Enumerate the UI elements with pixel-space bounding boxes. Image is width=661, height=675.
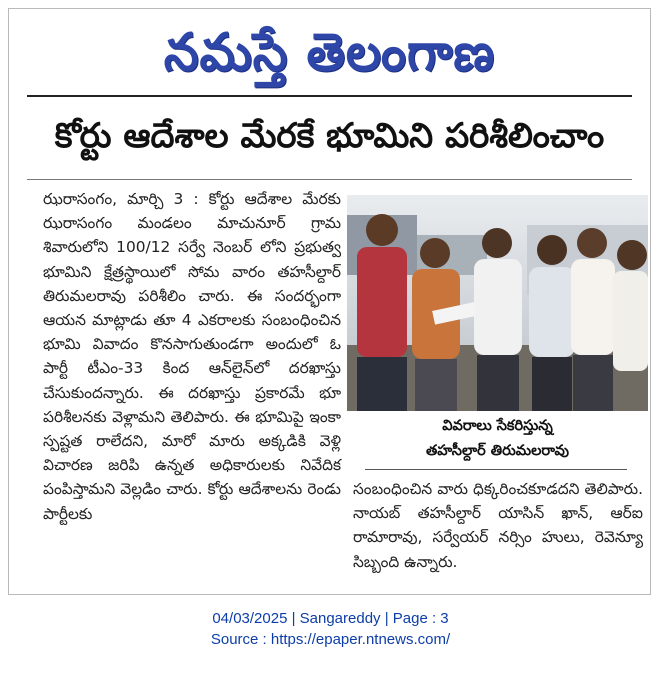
masthead-divider [27,95,632,97]
photo-caption-line1: వివరాలు సేకరిస్తున్న [442,418,553,434]
edition-info: 04/03/2025 | Sangareddy | Page : 3 [212,610,449,627]
headline-divider [27,179,632,180]
photo-caption [347,414,648,464]
news-photo-illustration [347,195,648,411]
caption-divider [365,469,627,470]
photo-caption-line2: తహసీల్దార్ తిరుమలరావు [425,443,569,459]
article-body-left: ఝరాసంగం, మార్చి 3 : కోర్టు ఆదేశాల మేరకు ఝరాసంగం మండలం మాచునూర్ గ్రామ శివారులోని 100/12 సర్వే నెంబర్ లోని ప్రభుత్వ భూమిని క్షేత్రస్థాయిలో సోమ వారం తహసీల్దార్ తిరుమలరావు పరిశీలిం చారు. ఈ సందర్భంగా ఆయన మాట్లాడు తూ 4 ఎకరాలకు సంబంధించిన భూమి వివాదం కొనసాగుతుండగా అందులో ఓ పార్టీ టీఎం-33 కింద ఆన్‌లైన్‌లో దరఖాస్తు చేసుకుందన్నారు. ఈ దరఖాస్తు ప్రకారమే భూ పరిశీలనకు వెళ్లామని తెలిపారు. ఈ భూమిపై ఇంకా స్పష్టత రాలేదని, మారో మారు అక్కడికి వెళ్లి విచారణ జరిపి ఉన్నత అధికారులకు నివేదిక పంపిస్తామని వెల్లడిం చారు. కోర్టు ఆదేశాలను రెండు పార్టీలకు [43,190,341,523]
article-body-right: సంబంధించిన వారు ధిక్కరించకూడదని తెలిపారు. నాయబ్ తహసీల్దార్ యాసిన్ ఖాన్, ఆర్ఐ రామారావు, సర్వేయర్ నర్సిం హులు, రెవెన్యూ సిబ్బంది ఉన్నారు. [353,480,643,571]
news-photo [347,195,648,411]
newspaper-clipping [8,8,651,595]
masthead-title: నమస్తే తెలంగాణ [163,22,496,83]
source-link: Source : https://epaper.ntnews.com/ [210,631,451,648]
footer [0,608,661,650]
article-headline: కోర్టు ఆదేశాల మేరకే భూమిని పరిశీలించాం [54,116,605,156]
